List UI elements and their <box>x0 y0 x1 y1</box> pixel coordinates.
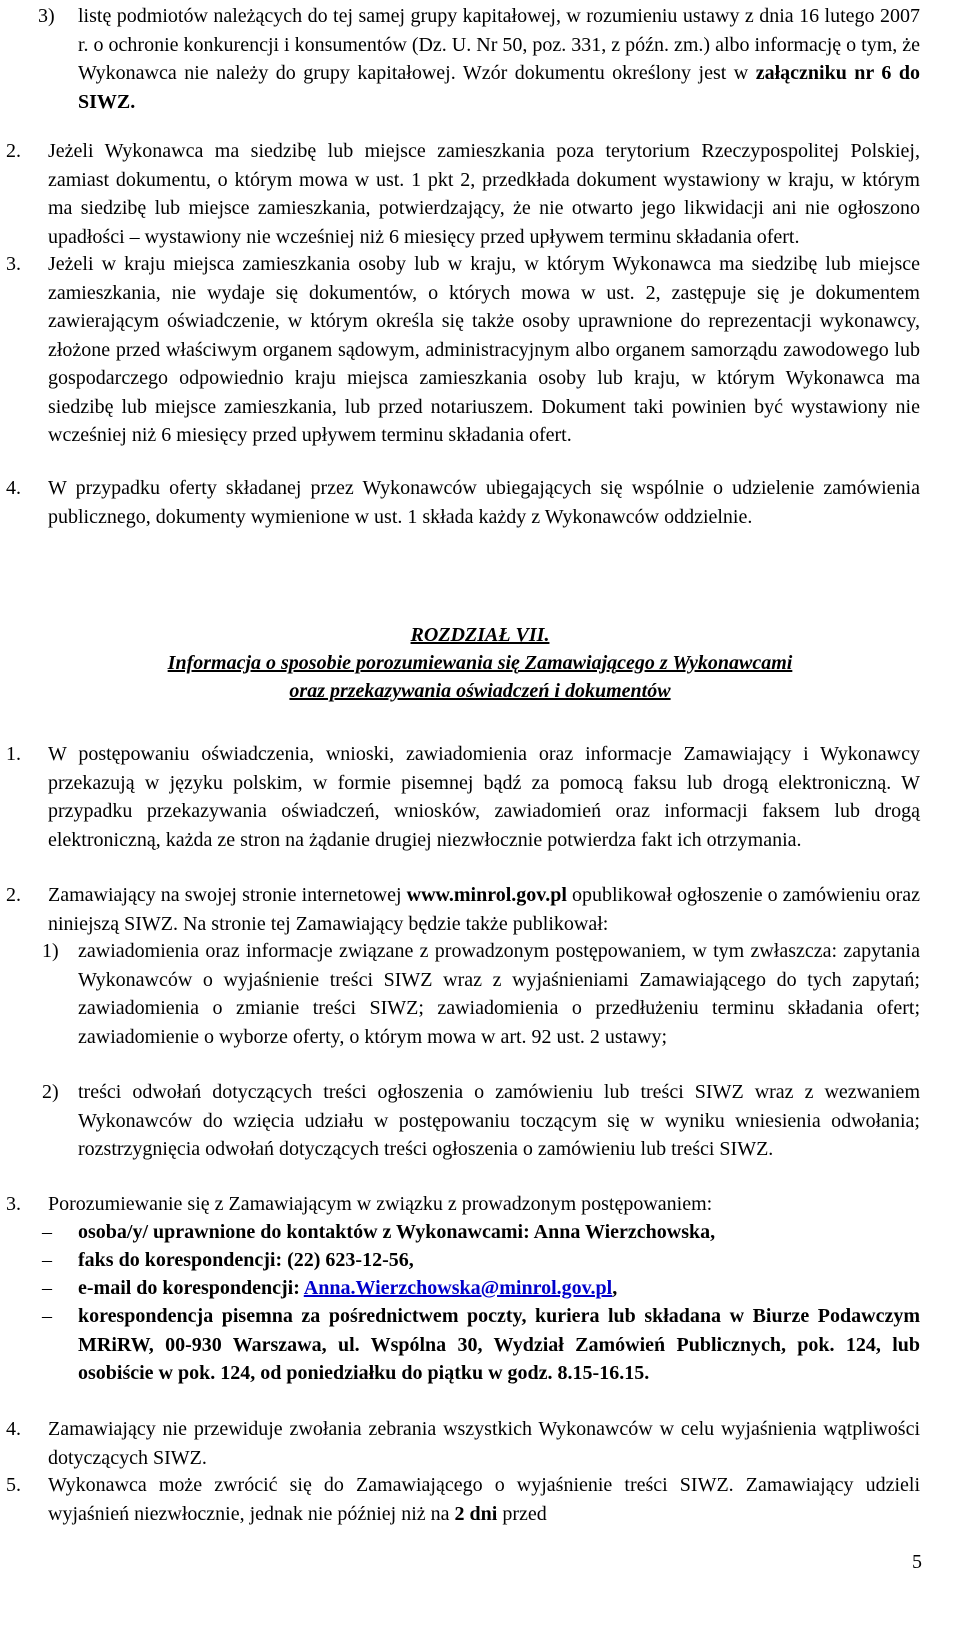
list-number: 1) <box>42 940 59 962</box>
chapter-subtitle: Informacja o sposobie porozumiewania się Zamawiającego z Wykonawcami <box>167 652 793 674</box>
list-number: 4. <box>6 1418 21 1440</box>
contact-email <box>78 1274 920 1303</box>
email-label: e-mail do korespondencji: <box>78 1277 304 1299</box>
list-number: 3. <box>6 1193 21 1215</box>
paragraph-appeals: treści odwołań dotyczących treści ogłoszenia o zamówieniu lub treści SIWZ wraz z wezwaniem Wykonawców do wzięcia udziału w postępowaniu toczącym się w wyniku wniesienia odwołania; rozstrzygnięcia odwołań dotyczących treści ogłoszenia o zamówieniu lub treści SIWZ. <box>78 1081 920 1160</box>
list-number: 3) <box>38 5 55 27</box>
contact-fax: faks do korespondencji: (22) 623-12-56, <box>78 1249 414 1271</box>
list-number: 2. <box>6 884 21 906</box>
paragraph-text: opublikował ogłoszenie o zamówieniu oraz niniejszą SIWZ. Na stronie tej Zamawiający będzie także publikował: <box>48 884 920 935</box>
paragraph-text: Zamawiający na swojej stronie internetowej <box>48 884 407 906</box>
chapter-subtitle: oraz przekazywania oświadczeń i dokumentów <box>289 680 671 702</box>
dash-bullet: – <box>42 1277 52 1299</box>
chapter-title: ROZDZIAŁ VII. <box>410 624 550 646</box>
paragraph-capital-group <box>78 2 920 116</box>
paragraph-communication-form: W postępowaniu oświadczenia, wnioski, zawiadomienia oraz informacje Zamawiający i Wykonawcy przekazują w języku polskim, w formie pisemnej bądź za pomocą faksu lub drogą elektroniczną. W przypadku przekazywania oświadczeń, wniosków, zawiadomień oraz informacji faksem lub drogą elektroniczną, każda ze stron na żądanie drugiej niezwłocznie potwierdza fakt ich otrzymania. <box>48 743 920 851</box>
paragraph-foreign-contractor: Jeżeli Wykonawca ma siedzibę lub miejsce zamieszkania poza terytorium Rzeczypospolitej Polskiej, zamiast dokumentu, o którym mowa w ust. 1 pkt 2, przedkłada dokument wystawiony w kraju, w którym ma siedzibę lub miejsce zamieszkania, potwierdzający, że nie otwarto jego likwidacji ani nie ogłoszono upadłości – wystawiony nie wcześniej niż 6 miesięcy przed upływem terminu składania ofert. <box>48 140 920 248</box>
list-number: 4. <box>6 477 21 499</box>
paragraph-notifications: zawiadomienia oraz informacje związane z prowadzonym postępowaniem, w tym zwłaszcza: zapytania Wykonawców o wyjaśnienie treści SIWZ wraz z wyjaśnieniami Zamawiającego do tych zapytań; zawiadomienia o zmianie treści SIWZ; zawiadomienia o przedłużeniu terminu składania ofert; zawiadomienie o wyborze oferty, o którym mowa w art. 92 ust. 2 ustawy; <box>78 940 920 1048</box>
paragraph-website <box>48 881 920 938</box>
dash-bullet: – <box>42 1221 52 1243</box>
paragraph-contact-intro: Porozumiewanie się z Zamawiającym w związku z prowadzonym postępowaniem: <box>48 1193 713 1215</box>
page-number: 5 <box>912 1551 922 1573</box>
paragraph-joint-offer: W przypadku oferty składanej przez Wykonawców ubiegających się wspólnie o udzielenie zamówienia publicznego, dokumenty wymienione w ust. 1 składa każdy z Wykonawców oddzielnie. <box>48 477 920 528</box>
list-number: 5. <box>6 1474 21 1496</box>
email-end: , <box>612 1277 618 1299</box>
dash-bullet: – <box>42 1249 52 1271</box>
list-number: 1. <box>6 743 21 765</box>
list-number: 3. <box>6 253 21 275</box>
paragraph-no-meeting: Zamawiający nie przewiduje zwołania zebrania wszystkich Wykonawców w celu wyjaśnienia wątpliwości dotyczących SIWZ. <box>48 1418 920 1469</box>
list-number: 2. <box>6 140 21 162</box>
paragraph-replacement-document: Jeżeli w kraju miejsca zamieszkania osoby lub w kraju, w którym Wykonawca ma siedzibę lub miejsce zamieszkania, nie wydaje się dokumentów, o których mowa w ust. 2, zastępuje się je dokumentem zawierającym oświadczenie, w którym określa się także osoby uprawnione do reprezentacji wykonawcy, złożone przed właściwym organem sądowym, administracyjnym albo organem samorządu zawodowego lub gospodarczego odpowiednio kraju miejsca zamieszkania osoby lub kraju, w którym Wykonawca ma siedzibę lub miejsce zamieszkania, lub przed notariuszem. Dokument taki powinien być wystawiony nie wcześniej niż 6 miesięcy przed upływem terminu składania ofert. <box>48 253 920 446</box>
paragraph-text: przed <box>497 1502 547 1525</box>
dash-bullet: – <box>42 1305 52 1327</box>
contact-person: osoba/y/ uprawnione do kontaktów z Wykonawcami: Anna Wierzchowska, <box>78 1221 716 1243</box>
website-url: www.minrol.gov.pl <box>406 884 567 906</box>
deadline-days: 2 dni <box>454 1502 498 1525</box>
paragraph-text: listę podmiotów należących do tej samej grupy kapitałowej, w rozumieniu ustawy z dnia 16 lutego 2007 r. o ochronie konkurencji i konsumentów (Dz. U. Nr 50, poz. 331, z późn. zm.) albo informację o tym, że Wykonawca nie należy do grupy kapitałowej. Wzór dokumentu określony jest w <box>78 5 921 84</box>
paragraph-clarification <box>48 1471 920 1528</box>
email-link[interactable]: Anna.Wierzchowska@minrol.gov.pl <box>303 1277 613 1299</box>
attachment-reference: załączniku nr 6 do SIWZ. <box>78 62 921 113</box>
list-number: 2) <box>42 1081 59 1103</box>
contact-postal: korespondencja pisemna za pośrednictwem poczty, kuriera lub składana w Biurze Podawczym MRiRW, 00-930 Warszawa, ul. Wspólna 30, Wydział Zamówień Publicznych, pok. 124, lub osobiście w pok. 124, od poniedziałku do piątku w godz. 8.15-16.15. <box>78 1305 920 1384</box>
paragraph-text: Wykonawca może zwrócić się do Zamawiającego o wyjaśnienie treści SIWZ. Zamawiający udzieli wyjaśnień niezwłocznie, jednak nie później niż na <box>48 1474 920 1525</box>
